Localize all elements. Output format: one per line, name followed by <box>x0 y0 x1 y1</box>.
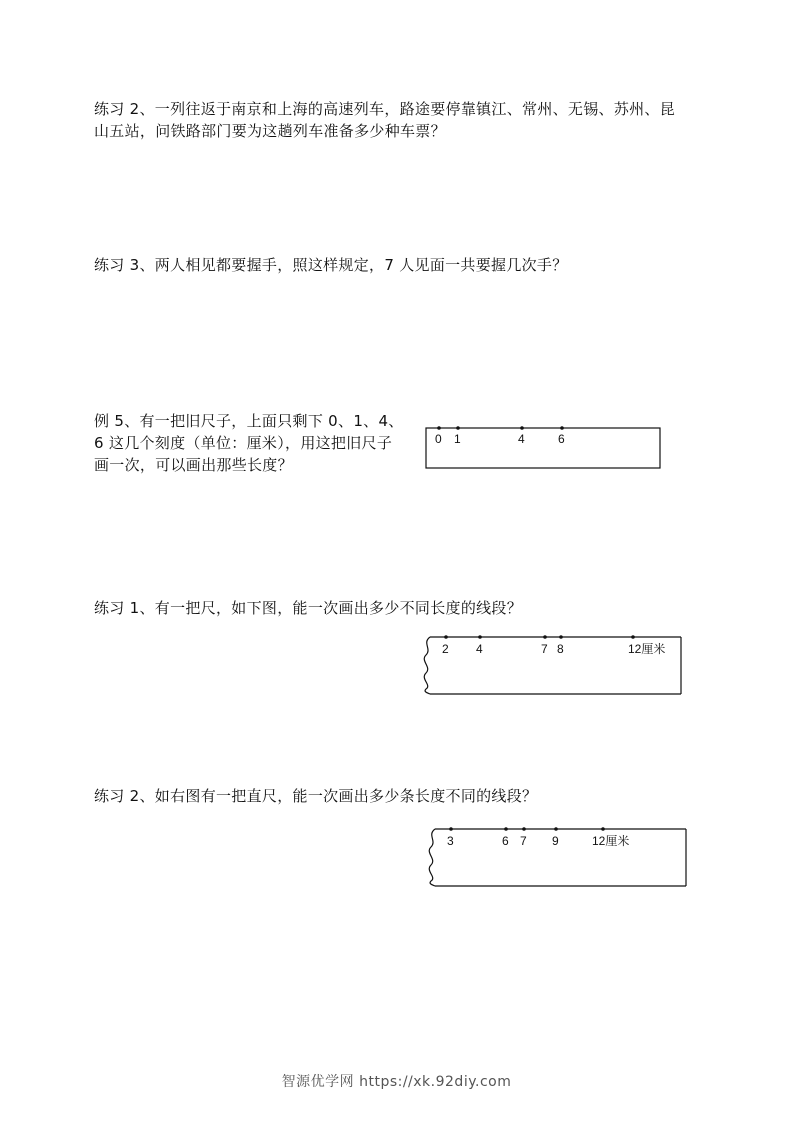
ruler-label: 6 <box>502 834 509 848</box>
ruler-label: 8 <box>557 642 564 656</box>
ruler-label: 12厘米 <box>592 834 630 848</box>
ruler-label: 6 <box>558 432 565 446</box>
ruler-tick <box>456 426 460 430</box>
practice-2-text: 练习 2、如右图有一把直尺，能一次画出多少条长度不同的线段？ <box>94 787 538 805</box>
exercise-2-line-2: 山五站，问铁路部门要为这趟列车准备多少种车票？ <box>94 122 446 140</box>
footer-watermark: 智源优学网 https://xk.92diy.com <box>281 1074 512 1090</box>
ruler-label: 9 <box>552 834 559 848</box>
broken-ruler-figure-1 <box>418 631 688 699</box>
ruler-label: 7 <box>541 642 548 656</box>
broken-edge <box>429 829 435 886</box>
ruler-label: 4 <box>476 642 483 656</box>
example-5-line-1: 例 5、有一把旧尺子，上面只剩下 0、1、4、 <box>94 412 404 430</box>
ruler-label: 2 <box>442 642 449 656</box>
ruler-label: 12厘米 <box>628 642 666 656</box>
ruler-tick <box>560 426 564 430</box>
ruler-label: 7 <box>520 834 527 848</box>
practice-1-text: 练习 1、有一把尺，如下图，能一次画出多少不同长度的线段？ <box>94 599 523 617</box>
example-5-text <box>94 410 414 476</box>
exercise-3-text: 练习 3、两人相见都要握手，照这样规定，7 人见面一共要握几次手？ <box>94 256 568 274</box>
broken-ruler-figure-2 <box>423 823 693 891</box>
exercise-2-text <box>94 98 704 142</box>
ruler-label: 0 <box>435 432 442 446</box>
ruler-label: 3 <box>447 834 454 848</box>
example-5-line-2: 6 这几个刻度（单位：厘米），用这把旧尺子 <box>94 434 393 452</box>
ruler-tick <box>437 426 441 430</box>
ruler-body <box>426 428 660 468</box>
ruler-tick <box>520 426 524 430</box>
broken-edge <box>424 637 430 694</box>
example-5-line-3: 画一次，可以画出那些长度？ <box>94 456 293 474</box>
ruler-label: 4 <box>518 432 525 446</box>
exercise-2-line-1: 练习 2、一列往返于南京和上海的高速列车，路途要停靠镇江、常州、无锡、苏州、昆 <box>94 100 676 118</box>
ruler-label: 1 <box>454 432 461 446</box>
old-ruler-figure <box>420 422 670 474</box>
